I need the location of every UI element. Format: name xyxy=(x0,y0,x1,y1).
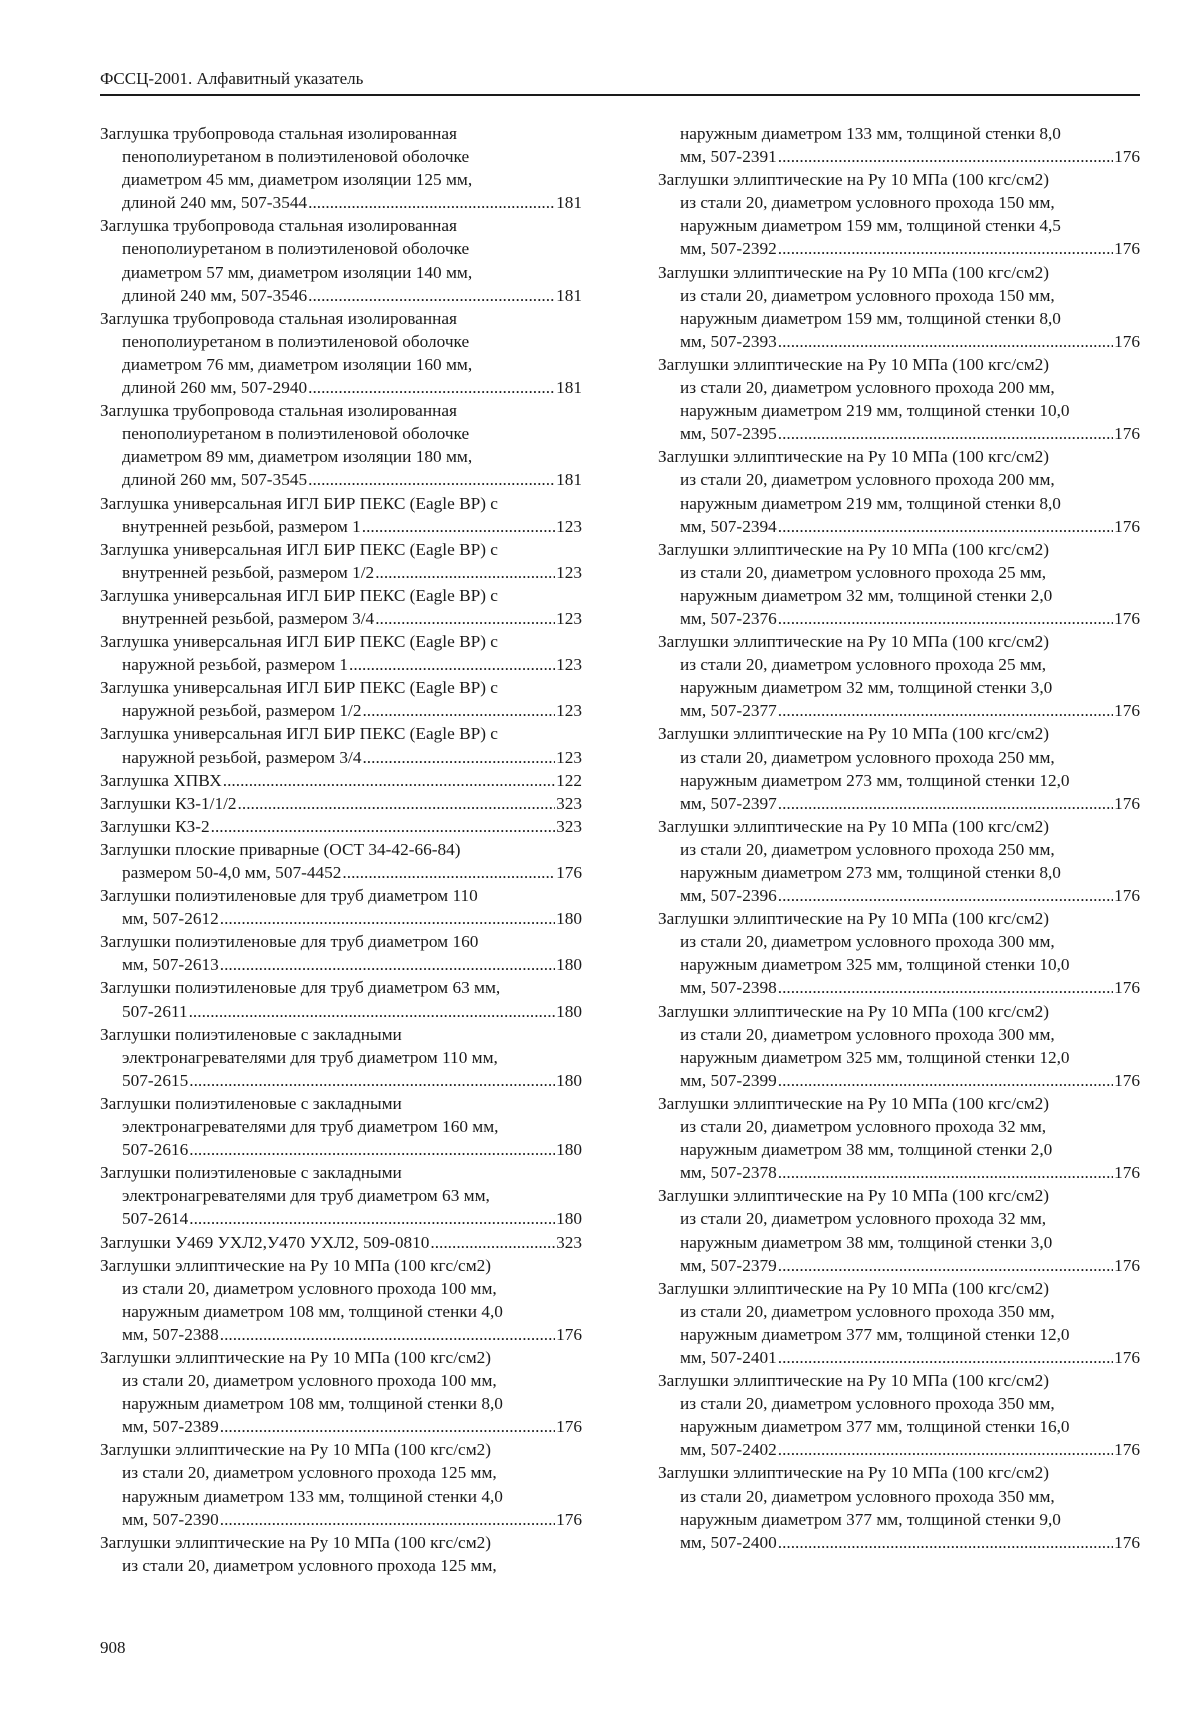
dot-leader xyxy=(778,1069,1113,1092)
entry-line: из стали 20, диаметром условного прохода 200 мм, xyxy=(680,470,1055,490)
index-entry xyxy=(100,307,582,399)
entry-line xyxy=(100,1069,582,1092)
entry-line: Заглушки полиэтиленовые с закладными xyxy=(100,1024,402,1044)
entry-text: мм, 507-2612 xyxy=(122,909,219,929)
entry-line xyxy=(100,792,582,815)
entry-line: из стали 20, диаметром условного прохода 350 мм, xyxy=(680,1486,1055,1506)
entry-line xyxy=(100,468,582,491)
entry-page-ref: 176 xyxy=(1114,1440,1140,1460)
entry-page-ref: 176 xyxy=(556,1324,582,1344)
entry-line: наружным диаметром 219 мм, толщиной стенки 8,0 xyxy=(680,493,1061,513)
entry-page-ref: 180 xyxy=(556,1070,582,1090)
header-title: ФССЦ-2001. Алфавитный указатель xyxy=(100,69,364,88)
entry-line: электронагревателями для труб диаметром 160 мм, xyxy=(122,1117,499,1137)
entry-line xyxy=(658,884,1140,907)
index-entry xyxy=(100,884,582,930)
index-entry xyxy=(658,722,1140,814)
entry-line: Заглушка универсальная ИГЛ БИР ПЕКС (Eagle BP) с xyxy=(100,585,498,605)
entry-line: Заглушки эллиптические на Ру 10 МПа (100 кгс/см2) xyxy=(658,1371,1050,1391)
index-entry xyxy=(658,1000,1140,1092)
entry-line: диаметром 45 мм, диаметром изоляции 125 мм, xyxy=(122,170,473,190)
entry-line xyxy=(658,792,1140,815)
entry-line xyxy=(100,191,582,214)
entry-line: наружным диаметром 108 мм, толщиной стенки 8,0 xyxy=(122,1394,503,1414)
entry-text: внутренней резьбой, размером 3/4 xyxy=(122,608,375,628)
dot-leader xyxy=(362,699,555,722)
entry-page-ref: 180 xyxy=(556,1001,582,1021)
dot-leader xyxy=(211,815,555,838)
index-entry xyxy=(100,1023,582,1092)
index-entry xyxy=(100,1092,582,1161)
dot-leader xyxy=(778,237,1113,260)
index-entry xyxy=(658,815,1140,907)
entry-line: электронагревателями для труб диаметром 110 мм, xyxy=(122,1047,498,1067)
index-entry xyxy=(658,1369,1140,1461)
index-entry xyxy=(100,792,582,815)
entry-page-ref: 176 xyxy=(1114,147,1140,167)
entry-line: Заглушки полиэтиленовые с закладными xyxy=(100,1163,402,1183)
entry-page-ref: 176 xyxy=(1114,701,1140,721)
entry-line: Заглушки эллиптические на Ру 10 МПа (100 кгс/см2) xyxy=(658,170,1050,190)
entry-line: Заглушка универсальная ИГЛ БИР ПЕКС (Eagle BP) с xyxy=(100,493,498,513)
entry-page-ref: 123 xyxy=(556,655,582,675)
entry-line: из стали 20, диаметром условного прохода 32 мм, xyxy=(680,1117,1047,1137)
entry-line: Заглушки эллиптические на Ру 10 МПа (100 кгс/см2) xyxy=(658,539,1050,559)
dot-leader xyxy=(349,653,555,676)
entry-line: Заглушка трубопровода стальная изолированная xyxy=(100,124,457,143)
dot-leader xyxy=(220,1415,555,1438)
entry-line: наружным диаметром 377 мм, толщиной стенки 16,0 xyxy=(680,1417,1070,1437)
entry-line: Заглушки эллиптические на Ру 10 МПа (100 кгс/см2) xyxy=(658,632,1050,652)
entry-page-ref: 176 xyxy=(1114,1255,1140,1275)
dot-leader xyxy=(778,699,1113,722)
entry-line: наружным диаметром 273 мм, толщиной стенки 12,0 xyxy=(680,770,1070,790)
entry-line: Заглушка универсальная ИГЛ БИР ПЕКС (Eagle BP) с xyxy=(100,539,498,559)
entry-line: из стали 20, диаметром условного прохода 25 мм, xyxy=(680,655,1047,675)
entry-text: мм, 507-2395 xyxy=(680,424,777,444)
entry-page-ref: 323 xyxy=(556,816,582,836)
entry-line: наружным диаметром 219 мм, толщиной стенки 10,0 xyxy=(680,401,1070,421)
entry-page-ref: 323 xyxy=(556,793,582,813)
entry-line xyxy=(100,1323,582,1346)
entry-text: длиной 240 мм, 507-3544 xyxy=(122,193,308,213)
entry-page-ref: 123 xyxy=(556,608,582,628)
entry-page-ref: 181 xyxy=(556,285,582,305)
page-number: 908 xyxy=(100,1638,126,1657)
entry-text: размером 50-4,0 мм, 507-4452 xyxy=(122,863,342,882)
entry-page-ref: 180 xyxy=(556,1140,582,1160)
entry-page-ref: 181 xyxy=(556,378,582,398)
entry-text: наружной резьбой, размером 1/2 xyxy=(122,701,362,721)
entry-line: Заглушки эллиптические на Ру 10 МПа (100 кгс/см2) xyxy=(100,1347,492,1367)
entry-line: Заглушки эллиптические на Ру 10 МПа (100 кгс/см2) xyxy=(658,724,1050,744)
entry-line: из стали 20, диаметром условного прохода 350 мм, xyxy=(680,1301,1055,1321)
entry-line xyxy=(100,1138,582,1161)
dot-leader xyxy=(375,561,555,584)
entry-line: из стали 20, диаметром условного прохода 150 мм, xyxy=(680,193,1055,213)
dot-leader xyxy=(778,145,1113,168)
entry-line: Заглушки эллиптические на Ру 10 МПа (100 кгс/см2) xyxy=(658,354,1050,374)
index-entry xyxy=(100,1161,582,1230)
entry-line xyxy=(100,515,582,538)
dot-leader xyxy=(308,376,555,399)
index-entry xyxy=(658,1092,1140,1184)
entry-line: наружным диаметром 38 мм, толщиной стенки 2,0 xyxy=(680,1140,1053,1160)
dot-leader xyxy=(189,1207,555,1230)
index-entry xyxy=(100,492,582,538)
entry-line xyxy=(100,284,582,307)
entry-page-ref: 180 xyxy=(556,955,582,975)
index-entry xyxy=(100,1231,582,1254)
entry-page-ref: 176 xyxy=(556,1417,582,1437)
index-entry xyxy=(100,815,582,838)
entry-line: Заглушки полиэтиленовые для труб диаметром 110 xyxy=(100,886,478,906)
entry-line: из стали 20, диаметром условного прохода 350 мм, xyxy=(680,1394,1055,1414)
index-entry xyxy=(100,122,582,214)
entry-text: внутренней резьбой, размером 1/2 xyxy=(122,562,375,582)
index-entry xyxy=(658,168,1140,260)
entry-line: Заглушки эллиптические на Ру 10 МПа (100 кгс/см2) xyxy=(658,1093,1050,1113)
entry-page-ref: 122 xyxy=(556,770,582,790)
entry-line xyxy=(658,976,1140,999)
entry-text: длиной 260 мм, 507-3545 xyxy=(122,470,308,490)
entry-line: наружным диаметром 325 мм, толщиной стенки 10,0 xyxy=(680,955,1070,975)
entry-line xyxy=(100,1231,582,1254)
entry-line xyxy=(100,1508,582,1531)
dot-leader xyxy=(778,884,1113,907)
entry-line xyxy=(100,607,582,630)
entry-line xyxy=(100,376,582,399)
entry-text: мм, 507-2399 xyxy=(680,1070,777,1090)
entry-line: из стали 20, диаметром условного прохода 250 мм, xyxy=(680,839,1055,859)
entry-line: Заглушка трубопровода стальная изолированная xyxy=(100,308,457,328)
index-column-right xyxy=(658,122,1140,1554)
entry-text: мм, 507-2377 xyxy=(680,701,777,721)
dot-leader xyxy=(778,330,1113,353)
entry-text: наружной резьбой, размером 3/4 xyxy=(122,747,362,767)
dot-leader xyxy=(778,976,1113,999)
dot-leader xyxy=(220,1508,555,1531)
entry-line: Заглушки эллиптические на Ру 10 МПа (100 кгс/см2) xyxy=(658,1001,1050,1021)
entry-text: наружной резьбой, размером 1 xyxy=(122,655,349,675)
entry-line: Заглушки эллиптические на Ру 10 МПа (100 кгс/см2) xyxy=(658,1463,1050,1483)
entry-text: мм, 507-2401 xyxy=(680,1347,777,1367)
entry-line: пенополиуретаном в полиэтиленовой оболочке xyxy=(122,424,470,444)
entry-line xyxy=(100,653,582,676)
dot-leader xyxy=(778,1531,1113,1554)
entry-line: пенополиуретаном в полиэтиленовой оболочке xyxy=(122,239,470,259)
entry-page-ref: 176 xyxy=(1114,331,1140,351)
entry-line xyxy=(658,1438,1140,1461)
entry-line: наружным диаметром 159 мм, толщиной стенки 8,0 xyxy=(680,308,1061,328)
entry-line xyxy=(658,515,1140,538)
entry-text: мм, 507-2400 xyxy=(680,1532,777,1552)
dot-leader xyxy=(220,953,555,976)
entry-line xyxy=(100,1000,582,1023)
entry-text: мм, 507-2379 xyxy=(680,1255,777,1275)
entry-page-ref: 123 xyxy=(556,701,582,721)
entry-line: Заглушки эллиптические на Ру 10 МПа (100 кгс/см2) xyxy=(100,1255,492,1275)
entry-text: Заглушки КЗ-2 xyxy=(100,816,210,836)
entry-line: Заглушки эллиптические на Ру 10 МПа (100 кгс/см2) xyxy=(658,1278,1050,1298)
index-entry xyxy=(100,1438,582,1530)
entry-line: диаметром 89 мм, диаметром изоляции 180 мм, xyxy=(122,447,473,467)
entry-line: Заглушки эллиптические на Ру 10 МПа (100 кгс/см2) xyxy=(100,1440,492,1460)
entry-line: Заглушки эллиптические на Ру 10 МПа (100 кгс/см2) xyxy=(658,262,1050,282)
entry-line xyxy=(100,815,582,838)
entry-page-ref: 176 xyxy=(1114,239,1140,259)
running-header xyxy=(100,68,1140,96)
entry-page-ref: 176 xyxy=(1114,516,1140,536)
entry-text: мм, 507-2397 xyxy=(680,793,777,813)
index-entry xyxy=(658,630,1140,722)
dot-leader xyxy=(430,1231,555,1254)
entry-line xyxy=(100,953,582,976)
entry-text: мм, 507-2390 xyxy=(122,1509,219,1529)
entry-line: Заглушки эллиптические на Ру 10 МПа (100 кгс/см2) xyxy=(658,816,1050,836)
dot-leader xyxy=(223,769,555,792)
entry-line: Заглушки эллиптические на Ру 10 МПа (100 кгс/см2) xyxy=(658,447,1050,467)
entry-line: Заглушка универсальная ИГЛ БИР ПЕКС (Eagle BP) с xyxy=(100,724,498,744)
entry-line xyxy=(100,769,582,792)
index-entry xyxy=(100,676,582,722)
index-entry xyxy=(100,838,582,884)
entry-text: 507-2614 xyxy=(122,1209,189,1229)
dot-leader xyxy=(220,907,555,930)
entry-line: из стали 20, диаметром условного прохода 32 мм, xyxy=(680,1209,1047,1229)
entry-line xyxy=(658,607,1140,630)
entry-line: наружным диаметром 32 мм, толщиной стенки 3,0 xyxy=(680,678,1053,698)
entry-line xyxy=(100,746,582,769)
entry-page-ref: 176 xyxy=(1114,1163,1140,1183)
index-entry xyxy=(100,976,582,1022)
index-entry xyxy=(658,1184,1140,1276)
dot-leader xyxy=(778,1346,1113,1369)
index-entry xyxy=(658,353,1140,445)
index-entry xyxy=(100,399,582,491)
entry-line: из стали 20, диаметром условного прохода 100 мм, xyxy=(122,1278,497,1298)
index-entry xyxy=(100,1346,582,1438)
index-entry xyxy=(100,722,582,768)
entry-text: мм, 507-2376 xyxy=(680,608,777,628)
index-entry xyxy=(658,538,1140,630)
dot-leader xyxy=(778,792,1113,815)
entry-text: длиной 240 мм, 507-3546 xyxy=(122,285,308,305)
entry-line xyxy=(658,1254,1140,1277)
entry-text: мм, 507-2402 xyxy=(680,1440,777,1460)
index-entry xyxy=(100,538,582,584)
dot-leader xyxy=(189,1000,555,1023)
entry-line: Заглушки эллиптические на Ру 10 МПа (100 кгс/см2) xyxy=(100,1532,492,1552)
index-entry xyxy=(658,261,1140,353)
entry-text: мм, 507-2388 xyxy=(122,1324,219,1344)
dot-leader xyxy=(778,515,1113,538)
dot-leader xyxy=(778,1161,1113,1184)
entry-page-ref: 176 xyxy=(1114,978,1140,998)
entry-text: мм, 507-2394 xyxy=(680,516,777,536)
entry-line: из стали 20, диаметром условного прохода 100 мм, xyxy=(122,1371,497,1391)
entry-text: мм, 507-2392 xyxy=(680,239,777,259)
entry-line xyxy=(658,330,1140,353)
dot-leader xyxy=(308,468,555,491)
entry-line xyxy=(658,1161,1140,1184)
entry-page-ref: 180 xyxy=(556,909,582,929)
index-column-left xyxy=(100,122,582,1577)
entry-line: диаметром 76 мм, диаметром изоляции 160 мм, xyxy=(122,354,473,374)
entry-page-ref: 176 xyxy=(1114,1070,1140,1090)
index-entry xyxy=(100,584,582,630)
entry-line: Заглушки полиэтиленовые для труб диаметром 63 мм, xyxy=(100,978,501,998)
entry-text: мм, 507-2378 xyxy=(680,1163,777,1183)
entry-line: диаметром 57 мм, диаметром изоляции 140 мм, xyxy=(122,262,473,282)
index-entry xyxy=(658,122,1140,168)
entry-line xyxy=(100,699,582,722)
entry-page-ref: 181 xyxy=(556,470,582,490)
entry-line xyxy=(658,1531,1140,1554)
entry-line: из стали 20, диаметром условного прохода 300 мм, xyxy=(680,932,1055,952)
dot-leader xyxy=(778,607,1113,630)
entry-line: наружным диаметром 325 мм, толщиной стенки 12,0 xyxy=(680,1047,1070,1067)
index-entry xyxy=(658,1277,1140,1369)
dot-leader xyxy=(362,515,555,538)
entry-line xyxy=(658,1346,1140,1369)
entry-page-ref: 123 xyxy=(556,562,582,582)
entry-line: наружным диаметром 377 мм, толщиной стенки 12,0 xyxy=(680,1324,1070,1344)
entry-line: Заглушка универсальная ИГЛ БИР ПЕКС (Eagle BP) с xyxy=(100,678,498,698)
dot-leader xyxy=(189,1069,555,1092)
entry-line: наружным диаметром 377 мм, толщиной стенки 9,0 xyxy=(680,1509,1061,1529)
index-entry xyxy=(100,769,582,792)
entry-text: мм, 507-2613 xyxy=(122,955,219,975)
entry-text: 507-2615 xyxy=(122,1070,189,1090)
dot-leader xyxy=(342,861,555,884)
entry-line: электронагревателями для труб диаметром 63 мм, xyxy=(122,1186,490,1206)
entry-line: наружным диаметром 159 мм, толщиной стенки 4,5 xyxy=(680,216,1061,236)
entry-page-ref: 176 xyxy=(1114,424,1140,444)
entry-page-ref: 176 xyxy=(1114,608,1140,628)
entry-line: из стали 20, диаметром условного прохода 125 мм, xyxy=(122,1555,497,1575)
dot-leader xyxy=(308,191,555,214)
entry-line: из стали 20, диаметром условного прохода 25 мм, xyxy=(680,562,1047,582)
entry-text: Заглушки КЗ-1/1/2 xyxy=(100,793,237,813)
entry-line: наружным диаметром 38 мм, толщиной стенки 3,0 xyxy=(680,1232,1053,1252)
index-entry xyxy=(100,214,582,306)
entry-line xyxy=(100,861,582,884)
entry-page-ref: 123 xyxy=(556,747,582,767)
dot-leader xyxy=(362,746,555,769)
entry-text: 507-2611 xyxy=(122,1001,188,1021)
entry-page-ref: 176 xyxy=(1114,886,1140,906)
entry-line: из стали 20, диаметром условного прохода 125 мм, xyxy=(122,1463,497,1483)
entry-line: из стали 20, диаметром условного прохода 300 мм, xyxy=(680,1024,1055,1044)
entry-line: наружным диаметром 32 мм, толщиной стенки 2,0 xyxy=(680,585,1053,605)
entry-line: наружным диаметром 133 мм, толщиной стенки 8,0 xyxy=(680,124,1061,143)
entry-line: Заглушки эллиптические на Ру 10 МПа (100 кгс/см2) xyxy=(658,909,1050,929)
entry-text: Заглушки У469 УХЛ2,У470 УХЛ2, 509-0810 xyxy=(100,1232,430,1252)
entry-page-ref: 176 xyxy=(1114,1532,1140,1552)
index-entry xyxy=(100,930,582,976)
entry-page-ref: 123 xyxy=(556,516,582,536)
entry-line: из стали 20, диаметром условного прохода 200 мм, xyxy=(680,378,1055,398)
entry-line: Заглушка трубопровода стальная изолированная xyxy=(100,216,457,236)
entry-page-ref: 181 xyxy=(556,193,582,213)
entry-page-ref: 176 xyxy=(556,1509,582,1529)
entry-line: Заглушки полиэтиленовые для труб диаметром 160 xyxy=(100,932,479,952)
dot-leader xyxy=(778,1438,1113,1461)
entry-line xyxy=(100,1207,582,1230)
entry-line: Заглушки полиэтиленовые с закладными xyxy=(100,1093,402,1113)
entry-line: из стали 20, диаметром условного прохода 250 мм, xyxy=(680,747,1055,767)
dot-leader xyxy=(238,792,556,815)
entry-line: наружным диаметром 273 мм, толщиной стенки 8,0 xyxy=(680,863,1061,882)
entry-text: мм, 507-2389 xyxy=(122,1417,219,1437)
entry-page-ref: 176 xyxy=(1114,793,1140,813)
entry-line xyxy=(658,422,1140,445)
entry-line: Заглушка трубопровода стальная изолированная xyxy=(100,401,457,421)
dot-leader xyxy=(778,1254,1113,1277)
entry-line: Заглушки плоские приварные (ОСТ 34-42-66-84) xyxy=(100,839,461,859)
dot-leader xyxy=(220,1323,555,1346)
entry-line xyxy=(100,1415,582,1438)
entry-line xyxy=(100,907,582,930)
index-entry xyxy=(100,630,582,676)
dot-leader xyxy=(189,1138,555,1161)
index-entry xyxy=(100,1531,582,1577)
dot-leader xyxy=(375,607,555,630)
entry-line xyxy=(658,699,1140,722)
dot-leader xyxy=(778,422,1113,445)
index-entry xyxy=(658,1461,1140,1553)
entry-line xyxy=(100,561,582,584)
entry-text: мм, 507-2396 xyxy=(680,886,777,906)
entry-page-ref: 180 xyxy=(556,1209,582,1229)
entry-text: Заглушка ХПВХ xyxy=(100,770,222,790)
index-entry xyxy=(658,907,1140,999)
entry-line: наружным диаметром 133 мм, толщиной стенки 4,0 xyxy=(122,1486,503,1506)
entry-line: Заглушки эллиптические на Ру 10 МПа (100 кгс/см2) xyxy=(658,1186,1050,1206)
index-entry xyxy=(658,445,1140,537)
entry-line xyxy=(658,145,1140,168)
dot-leader xyxy=(308,284,555,307)
entry-text: мм, 507-2393 xyxy=(680,331,777,351)
entry-line: наружным диаметром 108 мм, толщиной стенки 4,0 xyxy=(122,1301,503,1321)
entry-line xyxy=(658,237,1140,260)
entry-page-ref: 323 xyxy=(556,1232,582,1252)
entry-text: мм, 507-2398 xyxy=(680,978,777,998)
entry-line: из стали 20, диаметром условного прохода 150 мм, xyxy=(680,285,1055,305)
entry-text: 507-2616 xyxy=(122,1140,189,1160)
entry-text: мм, 507-2391 xyxy=(680,147,777,167)
entry-text: внутренней резьбой, размером 1 xyxy=(122,516,361,536)
index-entry xyxy=(100,1254,582,1346)
entry-page-ref: 176 xyxy=(1114,1347,1140,1367)
entry-line: пенополиуретаном в полиэтиленовой оболочке xyxy=(122,331,470,351)
entry-line: Заглушка универсальная ИГЛ БИР ПЕКС (Eagle BP) с xyxy=(100,632,498,652)
entry-line: пенополиуретаном в полиэтиленовой оболочке xyxy=(122,147,470,167)
entry-text: длиной 260 мм, 507-2940 xyxy=(122,378,308,398)
entry-line xyxy=(658,1069,1140,1092)
entry-page-ref: 176 xyxy=(556,863,582,882)
